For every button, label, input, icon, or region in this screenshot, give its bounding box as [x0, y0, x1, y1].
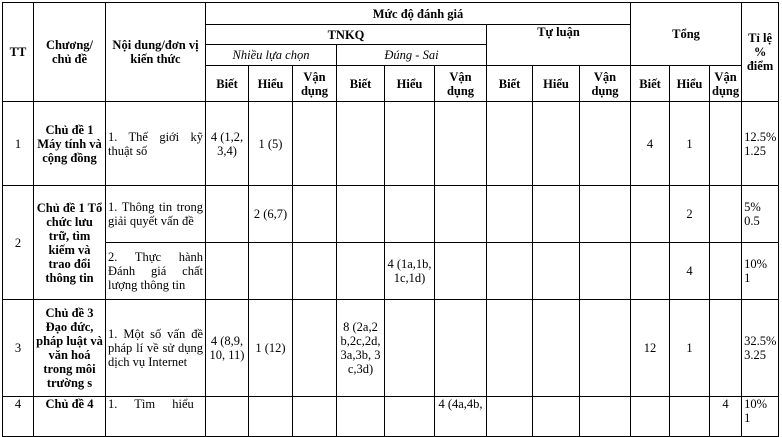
header-truefalse: Đúng - Sai — [337, 45, 487, 66]
header-content: Nội dung/đơn vị kiến thức — [106, 3, 206, 102]
cell-mcq-vandung — [293, 300, 337, 397]
cell-mcq-biet — [206, 397, 249, 437]
cell-mcq-vandung — [293, 102, 337, 186]
cell-tf-biet — [337, 397, 385, 437]
header-mcq: Nhiều lựa chọn — [206, 45, 337, 66]
tile-percent: 10% — [744, 397, 767, 411]
row-chapter: Chủ đề 4 — [34, 397, 106, 437]
level-mcq-hieu: Hiểu — [249, 66, 293, 102]
cell-tile — [742, 243, 779, 300]
level-tl-hieu: Hiểu — [533, 66, 580, 102]
header-chapter: Chương/ chủ đề — [34, 3, 106, 102]
cell-mcq-hieu: 1 (12) — [249, 300, 293, 397]
table-row — [3, 300, 779, 397]
cell-tf-biet — [337, 102, 385, 186]
row-content: 1. Một số vấn đề pháp lí về sử dụng dịch vụ Internet — [106, 300, 206, 397]
row-tt: 2 — [3, 186, 34, 300]
cell-tong-vandung — [710, 102, 742, 186]
table-row — [3, 243, 779, 300]
cell-tong-vandung — [710, 186, 742, 243]
cell-tong-biet: 12 — [631, 300, 670, 397]
cell-tf-vandung — [435, 243, 487, 300]
cell-tl-vandung — [580, 397, 631, 437]
cell-tile — [742, 102, 779, 186]
cell-tl-biet — [487, 102, 533, 186]
cell-mcq-hieu: 1 (5) — [249, 102, 293, 186]
tile-points: 1 — [744, 271, 751, 285]
cell-tf-vandung — [435, 300, 487, 397]
level-mcq-vandung: Vận dụng — [293, 66, 337, 102]
cell-tl-biet — [487, 243, 533, 300]
cell-tl-vandung — [580, 300, 631, 397]
cell-mcq-vandung — [293, 186, 337, 243]
level-tong-vandung: Vận dụng — [710, 66, 742, 102]
tile-points: 1.25 — [744, 143, 766, 158]
cell-tf-hieu — [385, 186, 435, 243]
cell-tile — [742, 186, 779, 243]
row-content: 1. Thông tin trong giải quyết vấn đề — [106, 186, 206, 243]
cell-tl-biet — [487, 300, 533, 397]
tile-percent: 32.5% — [744, 334, 777, 348]
cell-mcq-hieu — [249, 397, 293, 437]
cell-tf-hieu — [385, 397, 435, 437]
level-tf-vandung: Vận dụng — [435, 66, 487, 102]
level-tf-biet: Biết — [337, 66, 385, 102]
cell-tl-hieu — [533, 186, 580, 243]
cell-tf-vandung — [435, 186, 487, 243]
cell-tf-hieu: 4 (1a,1b, 1c,1d) — [385, 243, 435, 300]
cell-tong-hieu: 4 — [670, 243, 710, 300]
cell-tl-hieu — [533, 300, 580, 397]
row-chapter: Chủ đề 1 Tổ chức lưu trữ, tìm kiếm và trao đổi thông tin — [34, 186, 106, 300]
header-row-1 — [3, 3, 779, 25]
cell-tl-vandung — [580, 186, 631, 243]
cell-tong-hieu: 1 — [670, 102, 710, 186]
tile-points: 1 — [744, 411, 751, 425]
cell-tl-hieu — [533, 397, 580, 437]
cell-tl-biet — [487, 397, 533, 437]
table-row — [3, 186, 779, 243]
tile-percent: 10% — [744, 257, 767, 271]
tile-percent: 5% — [744, 200, 761, 214]
level-tong-hieu: Hiểu — [670, 66, 710, 102]
header-tong: Tổng — [631, 3, 742, 66]
cell-tl-vandung — [580, 243, 631, 300]
cell-tf-hieu — [385, 102, 435, 186]
header-tile: Tỉ lệ % điểm — [742, 3, 779, 102]
level-mcq-biet: Biết — [206, 66, 249, 102]
cell-tf-biet: 8 (2a,2b,2c,2d,3a,3b, 3c,3d) — [337, 300, 385, 397]
header-tuluan: Tự luận — [487, 25, 631, 66]
cell-mcq-hieu: 2 (6,7) — [249, 186, 293, 243]
cell-tile — [742, 397, 779, 437]
tile-points: 0.5 — [744, 214, 760, 228]
cell-tong-biet — [631, 397, 670, 437]
cell-mcq-biet: 4 (1,2,3,4) — [206, 102, 249, 186]
cell-tong-vandung — [710, 243, 742, 300]
cell-tl-vandung — [580, 102, 631, 186]
row-chapter: Chủ đề 3 Đạo đức, pháp luật và văn hoá trong môi trường s — [34, 300, 106, 397]
level-tl-biet: Biết — [487, 66, 533, 102]
cell-tong-hieu — [670, 397, 710, 437]
cell-tong-biet — [631, 186, 670, 243]
cell-tong-biet: 4 — [631, 102, 670, 186]
cell-tong-biet — [631, 243, 670, 300]
cell-tf-biet — [337, 186, 385, 243]
header-tt: TT — [3, 3, 34, 102]
cell-tf-vandung: 4 (4a,4b, — [435, 397, 487, 437]
cell-mcq-vandung — [293, 243, 337, 300]
cell-mcq-hieu — [249, 243, 293, 300]
row-tt: 3 — [3, 300, 34, 397]
cell-mcq-biet — [206, 186, 249, 243]
row-content: 1. Tìm hiểu — [106, 397, 206, 437]
cell-tong-hieu: 2 — [670, 186, 710, 243]
cell-tf-vandung — [435, 102, 487, 186]
cell-mcq-vandung — [293, 397, 337, 437]
level-tl-vandung: Vận dụng — [580, 66, 631, 102]
tile-points: 3.25 — [744, 348, 766, 362]
table-row — [3, 102, 779, 186]
header-eval-level: Mức độ đánh giá — [206, 3, 631, 25]
cell-tl-hieu — [533, 102, 580, 186]
cell-tl-hieu — [533, 243, 580, 300]
row-tt: 4 — [3, 397, 34, 437]
cell-tl-biet — [487, 186, 533, 243]
cell-tong-vandung — [710, 300, 742, 397]
row-content: 2. Thực hành Đánh giá chất lượng thông tin — [106, 243, 206, 300]
header-tnkq: TNKQ — [206, 25, 487, 45]
cell-tong-hieu: 1 — [670, 300, 710, 397]
table-row — [3, 397, 779, 437]
tile-percent: 12.5% — [744, 129, 777, 144]
cell-tong-vandung: 4 — [710, 397, 742, 437]
row-content: 1. Thế giới kỹ thuật số — [106, 102, 206, 186]
cell-mcq-biet: 4 (8,9,10, 11) — [206, 300, 249, 397]
level-tong-biet: Biết — [631, 66, 670, 102]
cell-tf-biet — [337, 243, 385, 300]
row-chapter: Chủ đề 1 Máy tính và cộng đồng — [34, 102, 106, 186]
level-tf-hieu: Hiểu — [385, 66, 435, 102]
cell-mcq-biet — [206, 243, 249, 300]
cell-tile — [742, 300, 779, 397]
cell-tf-hieu — [385, 300, 435, 397]
assessment-matrix-table — [2, 2, 779, 437]
row-tt: 1 — [3, 102, 34, 186]
